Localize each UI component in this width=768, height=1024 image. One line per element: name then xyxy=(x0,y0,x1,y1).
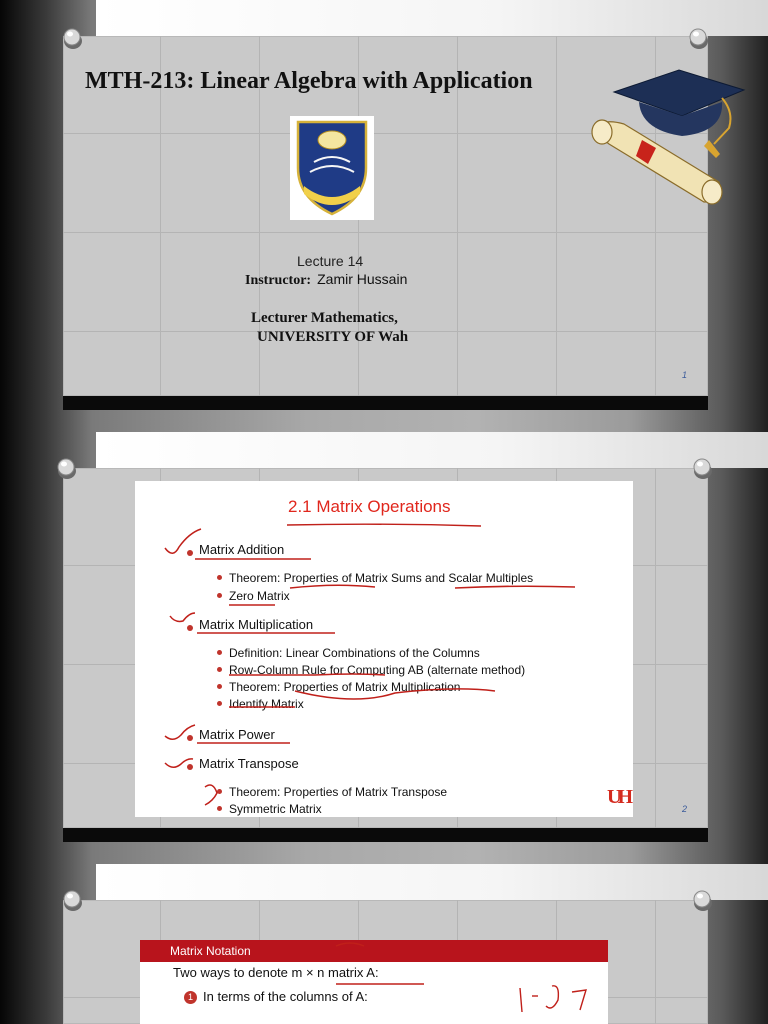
pushpin-icon xyxy=(60,888,86,914)
page-top-band xyxy=(96,864,768,900)
pushpin-icon xyxy=(686,26,712,52)
outline-item: Matrix Power xyxy=(199,727,275,742)
outline-item: Matrix Addition xyxy=(199,542,285,557)
slide-1-shadow xyxy=(63,396,708,410)
outline-item: Theorem: Properties of Matrix Sums and Scalar Multiples xyxy=(229,571,534,585)
outline-item: Definition: Linear Combinations of the Columns xyxy=(229,646,480,660)
outline-item: Theorem: Properties of Matrix Multiplication xyxy=(229,680,461,694)
handwritten-annotations xyxy=(140,940,608,1024)
matrix-notation-card xyxy=(140,940,608,1024)
instructor-name: Zamir Hussain xyxy=(317,271,408,287)
outline-item: Zero Matrix xyxy=(229,589,290,603)
instructor-label: Instructor: xyxy=(245,273,312,288)
position-line-2: UNIVERSITY OF Wah xyxy=(257,329,409,345)
pushpin-icon xyxy=(60,26,86,52)
page-1 xyxy=(0,0,768,432)
lecture-number: Lecture 14 xyxy=(297,253,364,269)
instructor-line xyxy=(245,271,407,289)
position-line-1: Lecturer Mathematics, xyxy=(251,310,398,326)
outline-item: Symmetric Matrix xyxy=(229,802,322,816)
outline-item: Matrix Multiplication xyxy=(199,617,314,632)
uh-logo: UH xyxy=(607,786,629,808)
notation-line: Two ways to denote m × n matrix A: xyxy=(173,965,379,980)
graduation-cap-icon xyxy=(584,62,754,212)
diploma-scroll-icon xyxy=(592,120,722,204)
section-title: 2.1 Matrix Operations xyxy=(288,497,451,516)
pushpin-icon xyxy=(690,456,716,482)
notation-line: In terms of the columns of A: xyxy=(203,989,368,1004)
page-number: 2 xyxy=(682,804,688,814)
enum-number: 1 xyxy=(187,992,193,1002)
slide-2-shadow xyxy=(63,828,708,842)
university-crest-logo xyxy=(290,116,374,220)
pushpin-icon xyxy=(690,888,716,914)
page-number: 1 xyxy=(682,370,688,380)
page-top-band xyxy=(96,432,768,468)
outline-item: Row-Column Rule for Computing AB (alternate method) xyxy=(229,663,526,677)
outline-item: Matrix Transpose xyxy=(199,756,299,771)
outline-item: Theorem: Properties of Matrix Transpose xyxy=(229,785,448,799)
page-2 xyxy=(0,432,768,864)
outline-item: Identify Matrix xyxy=(229,697,304,711)
course-title: MTH-213: Linear Algebra with Application xyxy=(85,68,533,94)
pushpin-icon xyxy=(54,456,80,482)
block-header-title: Matrix Notation xyxy=(170,944,251,958)
handwritten-annotations xyxy=(135,481,633,817)
lecture-notes-card xyxy=(135,481,633,817)
page-top-band xyxy=(96,0,768,36)
